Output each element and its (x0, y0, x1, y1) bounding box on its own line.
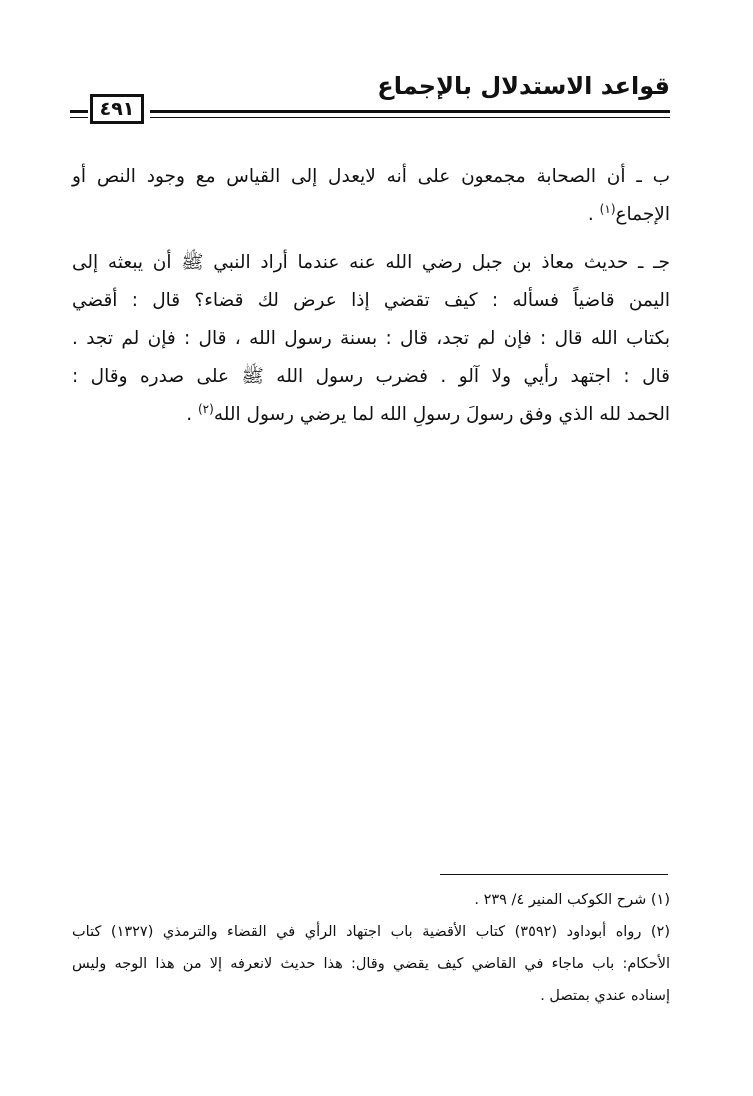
text-line: قال : اجتهد رأيي ولا آلو . فضرب رسول الله ﷺ على صدره وقال : (72, 366, 670, 387)
footnote-line: (١) شرح الكوكب المنير ٤/ ٢٣٩ . (474, 892, 670, 908)
text-line: جـ ـ حديث معاذ بن جبل رضي الله عنه عندما أراد النبي ﷺ أن يبعثه إلى (72, 252, 670, 273)
footnote-line: الأحكام: باب ماجاء في القاضي كيف يقضي وقال: هذا حديث لانعرفه إلا من هذا الوجه وليس (72, 956, 670, 972)
text-line-last (72, 396, 670, 434)
header-rule-thick (150, 110, 670, 113)
page-header (70, 66, 670, 126)
footnote-1 (72, 884, 670, 916)
footnote-line: (٢) رواه أبوداود (٣٥٩٢) كتاب الأقضية باب اجتهاد الرأي في القضاء والترمذي (١٣٢٧) كتاب (72, 924, 670, 940)
running-title: قواعد الاستدلال بالإجماع (377, 72, 670, 100)
footnote-ref-2[interactable]: (٢) (197, 401, 214, 416)
footnotes (72, 884, 670, 1012)
paragraph-j (72, 244, 670, 434)
footnote-separator (440, 874, 668, 875)
header-rule-left-thick (70, 110, 88, 113)
text-line: ب ـ أن الصحابة مجمعون على أنه لايعدل إلى القياس مع وجود النص أو (72, 166, 670, 187)
footnote-ref-1[interactable]: (١) (599, 201, 616, 216)
text-fragment: . (587, 204, 600, 225)
paragraph-b (72, 158, 670, 234)
header-rule-thin (150, 117, 670, 118)
text-line-last (72, 196, 670, 234)
text-line: اليمن قاضياً فسأله : كيف تقضي إذا عرض لك قضاء؟ قال : أقضي (72, 290, 670, 311)
page-number-box (90, 94, 144, 124)
body-text (72, 158, 670, 434)
footnote-2 (72, 916, 670, 1012)
text-line: بكتاب الله قال : فإن لم تجد، قال : بسنة رسول الله ، قال : فإن لم تجد . (72, 328, 670, 349)
page-number: ٤٩١ (99, 97, 135, 120)
text-fragment: الإجماع (615, 204, 670, 225)
text-fragment: . (186, 404, 198, 425)
text-fragment: الحمد لله الذي وفق رسولَ رسولِ الله لما يرضي رسول الله (213, 404, 670, 425)
header-rule-left-thin (70, 117, 88, 118)
footnote-line: إسناده عندي بمتصل . (540, 988, 670, 1004)
